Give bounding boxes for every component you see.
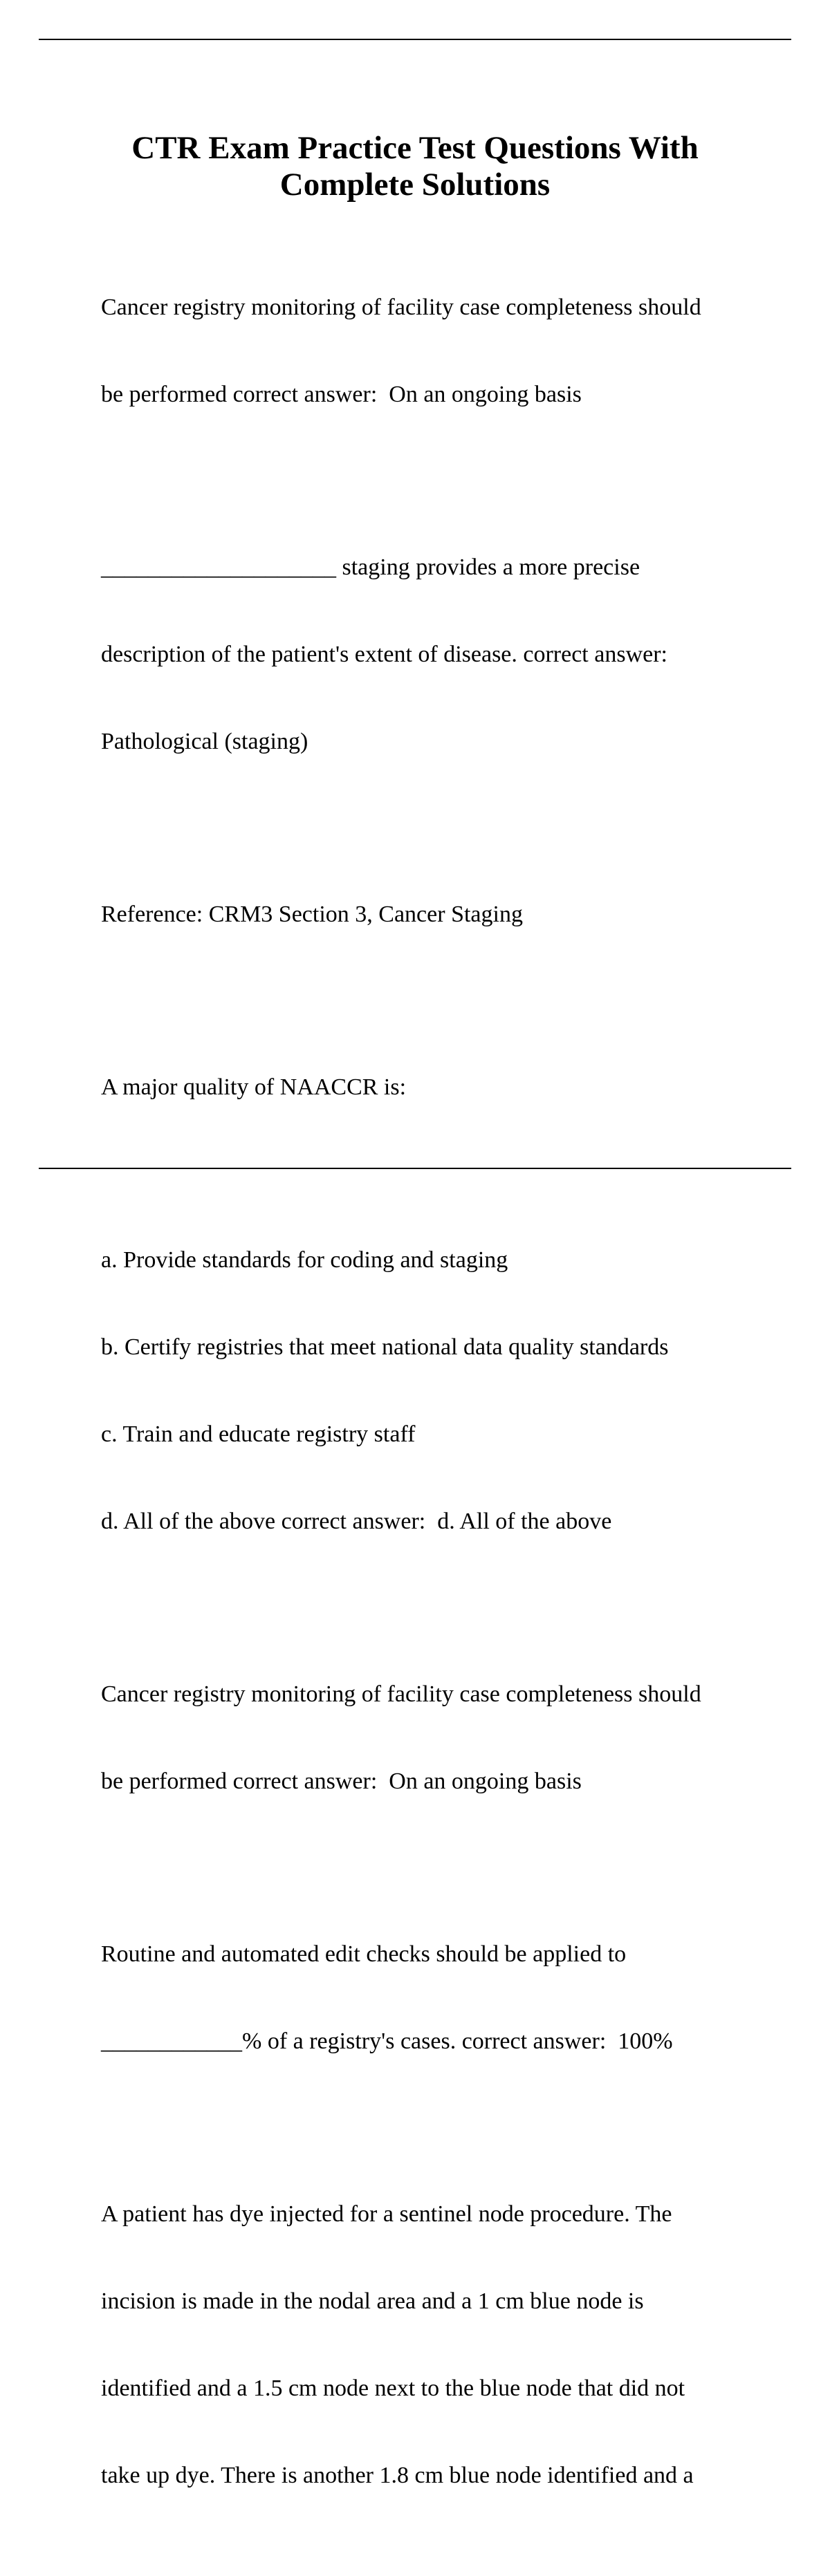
text-line: be performed correct answer: On an ongoing basis — [101, 1768, 582, 1794]
document-title — [0, 130, 830, 203]
text-line: A patient has dye injected for a sentinel node procedure. The — [101, 2201, 672, 2227]
header-rule — [39, 39, 791, 40]
option-d: d. All of the above correct answer: d. All of the above — [101, 1509, 612, 1534]
text-line: ____________________ staging provides a more precise — [101, 554, 640, 580]
text-line: be performed correct answer: On an ongoing basis — [101, 382, 582, 407]
question-completeness — [101, 235, 765, 467]
text-line: Reference: CRM3 Section 3, Cancer Staging — [101, 902, 523, 927]
text-line: description of the patient's extent of disease. correct answer: — [101, 642, 667, 667]
title-line-1: CTR Exam Practice Test Questions With — [131, 130, 699, 166]
option-c: c. Train and educate registry staff — [101, 1421, 416, 1447]
text-line: Cancer registry monitoring of facility case completeness should — [101, 1681, 701, 1707]
text-line: Cancer registry monitoring of facility case completeness should — [101, 295, 701, 320]
text-line: incision is made in the nodal area and a 1 cm blue node is — [101, 2288, 644, 2314]
text-line: Pathological (staging) — [101, 729, 308, 754]
text-line: Routine and automated edit checks should be applied to — [101, 1941, 627, 1967]
text-line: identified and a 1.5 cm node next to the blue node that did not — [101, 2376, 685, 2401]
reference-note — [101, 842, 765, 987]
question-edit-checks — [101, 1882, 765, 2114]
footer-rule — [39, 1168, 791, 1169]
text-line: A major quality of NAACCR is: — [101, 1074, 407, 1100]
option-b: b. Certify registries that meet national data quality standards — [101, 1334, 669, 1360]
text-line: ____________% of a registry's cases. correct answer: 100% — [101, 2028, 673, 2054]
text-line: take up dye. There is another 1.8 cm blue node identified and a — [101, 2463, 694, 2488]
naaccr-options — [101, 1188, 765, 1594]
document-body — [101, 235, 765, 2576]
option-a: a. Provide standards for coding and staging — [101, 1247, 508, 1273]
title-line-2: Complete Solutions — [279, 167, 551, 203]
question-pathological-staging — [101, 495, 765, 814]
question-naaccr — [101, 1015, 765, 1160]
question-sentinel-node — [101, 2142, 765, 2548]
question-completeness-repeat — [101, 1622, 765, 1854]
